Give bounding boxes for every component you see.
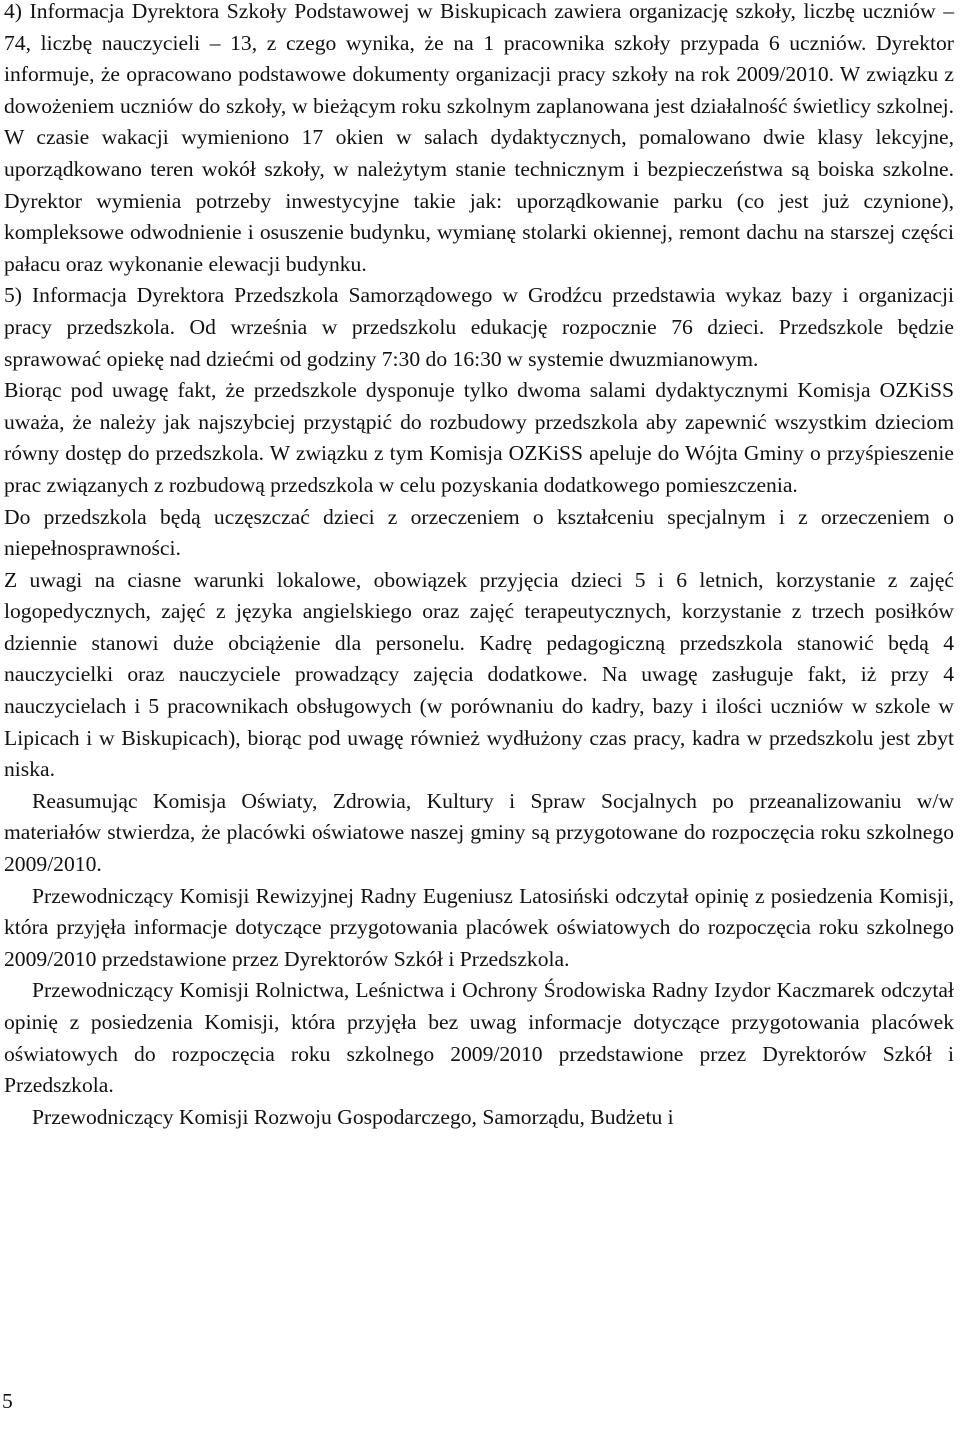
paragraph-agriculture-committee: Przewodniczący Komisji Rolnictwa, Leśnictwa i Ochrony Środowiska Radny Izydor Kaczmarek odczytał opinię z posiedzenia Komisji, która przyjęła bez uwag informacje dotyczące przygotowania placówek oświatowych do rozpoczęcia roku szkolnego 2009/2010 przedstawione przez Dyrektorów Szkół i Przedszkola. [4,978,954,1098]
paragraph-special-education: Do przedszkola będą uczęszczać dzieci z orzeczeniem o kształceniu specjalnym i z orzeczeniem o niepełnosprawności. [4,504,954,561]
paragraph-audit-committee: Przewodniczący Komisji Rewizyjnej Radny Eugeniusz Latosiński odczytał opinię z posiedzenia Komisji, która przyjęła informacje dotyczące przygotowania placówek oświatowych do rozpoczęcia roku szkolnego 2009/2010 przedstawione przez Dyrektorów Szkół i Przedszkola. [4,883,954,971]
paragraph-preschool-grodziec: 5) Informacja Dyrektora Przedszkola Samorządowego w Grodźcu przedstawia wykaz bazy i organizacji pracy przedszkola. Od września w przedszkolu edukację rozpocznie 76 dzieci. Przedszkole będzie sprawować opiekę nad dziećmi od godziny 7:30 do 16:30 w systemie dwuzmianowym. [4,283,954,371]
paragraph-school-biskupice: 4) Informacja Dyrektora Szkoły Podstawowej w Biskupicach zawiera organizację szkoły, liczbę uczniów – 74, liczbę nauczycieli – 13, z czego wynika, że na 1 pracownika szkoły przypada 6 uczniów. Dyrektor informuje, że opracowano podstawowe dokumenty organizacji pracy szkoły na rok 2009/2010. W związku z dowożeniem uczniów do szkoły, w bieżącym roku szkolnym zaplanowana jest działalność świetlicy szkolnej. W czasie wakacji wymieniono 17 okien w salach dydaktycznych, pomalowano dwie klasy lekcyjne, uporządkowano teren wokół szkoły, w należytym stanie technicznym i bezpieczeństwa są boiska szkolne. Dyrektor wymienia potrzeby inwestycyjne takie jak: uporządkowanie parku (co jest już czynione), kompleksowe odwodnienie i osuszenie budynku, wymianę stolarki okiennej, remont dachu na starszej części pałacu oraz wykonanie elewacji budynku. [4,0,954,276]
paragraph-summary: Reasumując Komisja Oświaty, Zdrowia, Kultury i Spraw Socjalnych po przeanalizowaniu w/w materiałów stwierdza, że placówki oświatowe naszej gminy są przygotowane do rozpoczęcia roku szkolnego 2009/2010. [4,788,954,877]
document-body [4,0,954,1133]
paragraph-development-committee: Przewodniczący Komisji Rozwoju Gospodarczego, Samorządu, Budżetu i [32,1104,674,1129]
page-number: 5 [2,1389,13,1413]
paragraph-commission-expansion: Biorąc pod uwagę fakt, że przedszkole dysponuje tylko dwoma salami dydaktycznymi Komisja OZKiSS uważa, że należy jak najszybciej przystąpić do rozbudowy przedszkola aby zapewnić wszystkim dzieciom równy dostęp do przedszkola. W związku z tym Komisja OZKiSS apeluje do Wójta Gminy o przyśpieszenie prac związanych z rozbudową przedszkola w celu pozyskania dodatkowego pomieszczenia. [4,378,954,497]
paragraph-staffing-conditions: Z uwagi na ciasne warunki lokalowe, obowiązek przyjęcia dzieci 5 i 6 letnich, korzystanie z zajęć logopedycznych, zajęć z języka angielskiego oraz zajęć terapeutycznych, korzystanie z trzech posiłków dziennie stanowi duże obciążenie dla personelu. Kadrę pedagogiczną przedszkola stanowić będą 4 nauczycielki oraz nauczyciele prowadzący zajęcia dodatkowe. Na uwagę zasługuje fakt, iż przy 4 nauczycielach i 5 pracownikach obsługowych (w porównaniu do kadry, bazy i ilości uczniów w szkole w Lipicach i w Biskupicach), biorąc pod uwagę również wydłużony czas pracy, kadra w przedszkolu jest zbyt niska. [4,567,954,782]
